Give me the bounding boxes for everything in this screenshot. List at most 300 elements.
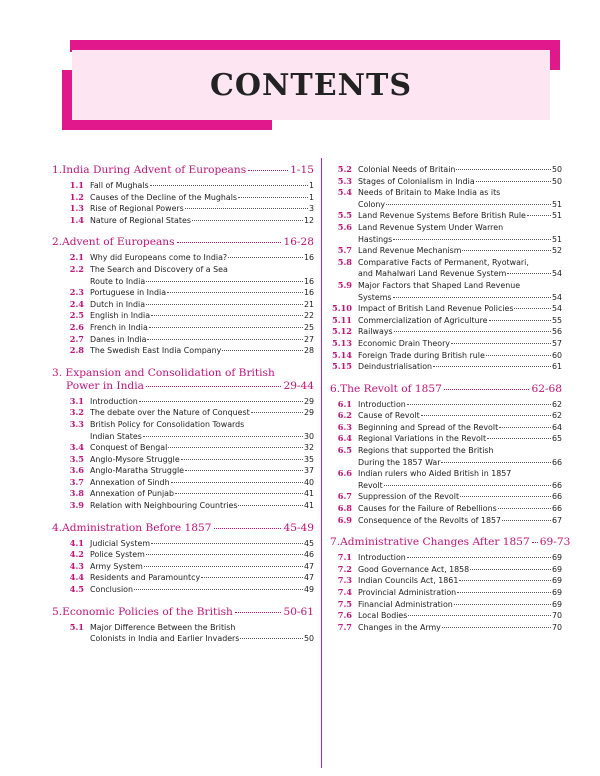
entry-page: 12 <box>303 215 314 225</box>
entry-page: 50 <box>551 176 562 186</box>
entry-page: 54 <box>551 269 562 279</box>
dot-leader <box>457 592 551 593</box>
entry-number: 7.2 <box>337 563 352 574</box>
entry-line <box>90 180 314 192</box>
entry-body <box>358 515 562 527</box>
entry-page: 22 <box>303 311 314 321</box>
dot-leader <box>386 204 551 205</box>
dot-leader <box>192 220 303 221</box>
entry-title: Introduction <box>358 399 406 409</box>
entry-number: 5.10 <box>332 303 352 314</box>
entry-line <box>90 407 314 419</box>
entry-number: 2.4 <box>69 298 84 309</box>
entry-number: 3.4 <box>69 442 84 453</box>
entry-body <box>90 572 314 584</box>
entry-line <box>90 322 314 334</box>
entry-number: 5.7 <box>337 245 352 256</box>
entry-page: 40 <box>303 477 314 487</box>
entry-body <box>358 410 562 422</box>
entry-line <box>90 442 314 454</box>
entry-page: 70 <box>551 622 562 632</box>
toc-entry <box>330 399 562 411</box>
dot-leader <box>498 508 551 509</box>
entry-line <box>358 433 562 445</box>
toc-entry <box>52 264 314 287</box>
toc-entry <box>330 210 562 222</box>
entry-body <box>90 396 314 408</box>
toc-entry <box>52 252 314 264</box>
entry-page: 55 <box>551 315 562 325</box>
dot-leader <box>421 415 551 416</box>
entry-title: Commercialization of Agriculture <box>358 315 488 325</box>
dot-leader <box>146 386 282 387</box>
dot-leader <box>146 304 303 305</box>
entry-line <box>358 422 562 434</box>
entry-number: 5.4 <box>337 187 352 198</box>
toc-entry <box>52 310 314 322</box>
entry-line <box>90 252 314 264</box>
dot-leader <box>451 343 551 344</box>
entry-body <box>90 538 314 550</box>
entry-page: 46 <box>303 550 314 560</box>
entry-page: 56 <box>551 327 562 337</box>
entry-page: 30 <box>303 431 314 441</box>
entry-body <box>90 622 314 645</box>
entry-line <box>358 199 562 211</box>
dot-leader <box>147 339 303 340</box>
entry-title: Needs of Britain to Make India as its <box>358 188 501 198</box>
chapter-title: Administrative Changes After 1857 <box>340 536 530 549</box>
toc-entry <box>330 410 562 422</box>
entry-page: 66 <box>551 504 562 514</box>
entry-title: Deindustrialisation <box>358 362 433 372</box>
entry-page: 27 <box>303 334 314 344</box>
entry-title: Regional Variations in the Revolt <box>358 434 487 444</box>
chapter-title: Expansion and Consolidation of British <box>65 366 275 379</box>
entry-line <box>358 292 562 304</box>
toc-entry <box>330 468 562 491</box>
toc-entry <box>330 303 562 315</box>
entry-body <box>358 338 562 350</box>
dot-leader <box>441 462 550 463</box>
entry-line <box>90 561 314 573</box>
entry-title: Nature of Regional States <box>90 215 191 225</box>
entry-line <box>358 187 562 199</box>
dot-leader <box>151 543 303 544</box>
entry-number: 5.15 <box>332 361 352 372</box>
entry-number: 6.2 <box>337 410 352 421</box>
entry-number: 1.4 <box>69 214 84 225</box>
entry-title: Hastings <box>358 234 393 244</box>
entry-line <box>90 192 314 204</box>
entry-title: Comparative Facts of Permanent, Ryotwari, <box>358 257 529 267</box>
entry-page: 66 <box>551 492 562 502</box>
entry-title: Anglo-Mysore Struggle <box>90 454 180 464</box>
entry-line <box>90 633 314 645</box>
toc-entry <box>52 465 314 477</box>
entry-title: Land Revenue Mechanism <box>358 246 462 256</box>
chapter-pages: 62-68 <box>531 382 562 395</box>
entry-title: Army System <box>90 561 143 571</box>
toc-entry <box>330 257 562 280</box>
entry-page: 69 <box>551 588 562 597</box>
entry-number: 5.2 <box>337 164 352 174</box>
entry-body <box>90 584 314 596</box>
entry-line <box>358 268 562 280</box>
entry-number: 5.5 <box>337 210 352 221</box>
entry-body <box>358 210 562 222</box>
entry-title: Colonial Needs of Britain <box>358 165 456 174</box>
entry-title: Indian States <box>90 431 142 441</box>
toc-entry <box>330 564 562 576</box>
entry-title: Colony <box>358 199 386 209</box>
entry-title: British Policy for Consolidation Towards <box>90 419 245 429</box>
entry-number: 5.3 <box>337 175 352 186</box>
entry-title: Cause of Revolt <box>358 411 420 421</box>
toc-entry <box>330 361 562 373</box>
dot-leader <box>384 485 551 486</box>
entry-line <box>358 234 562 246</box>
dot-leader <box>456 169 551 170</box>
entry-body <box>358 350 562 362</box>
entry-line <box>90 622 314 634</box>
toc-entry <box>330 433 562 445</box>
entry-number: 5.14 <box>332 349 352 360</box>
entry-line <box>358 361 562 373</box>
toc-entry <box>52 442 314 454</box>
entry-body <box>358 445 562 468</box>
dot-leader <box>177 242 282 243</box>
dot-leader <box>251 412 303 413</box>
entry-page: 32 <box>303 443 314 453</box>
entry-line <box>358 176 562 188</box>
entry-title: Dutch in India <box>90 299 146 309</box>
entry-number: 3.3 <box>69 418 84 429</box>
entry-title: Colonists in India and Earlier Invaders <box>90 634 240 644</box>
entry-line <box>90 287 314 299</box>
dot-leader <box>462 250 551 251</box>
entry-line <box>90 264 314 276</box>
entry-title: Residents and Paramountcy <box>90 573 201 583</box>
entry-body <box>90 442 314 454</box>
entry-body <box>358 399 562 411</box>
entry-body <box>90 500 314 512</box>
entry-body <box>90 192 314 204</box>
entry-line <box>90 396 314 408</box>
dot-leader <box>486 355 551 356</box>
entry-line <box>358 222 562 234</box>
entry-line <box>358 210 562 222</box>
entry-body <box>358 315 562 327</box>
entry-body <box>358 587 562 599</box>
entry-line <box>358 410 562 422</box>
toc-entry <box>52 215 314 227</box>
entry-body <box>90 477 314 489</box>
entry-body <box>90 264 314 287</box>
toc-entry <box>330 422 562 434</box>
toc-entry <box>330 164 562 176</box>
entry-number: 5.8 <box>337 256 352 267</box>
entry-line <box>358 515 562 527</box>
entry-number: 5.11 <box>332 314 352 325</box>
toc-entry <box>52 203 314 215</box>
chapter-heading <box>52 164 314 177</box>
toc-entry <box>52 407 314 419</box>
entry-page: 16 <box>303 288 314 298</box>
entry-title: The Search and Discovery of a Sea <box>90 264 228 274</box>
entry-number: 2.5 <box>69 310 84 321</box>
entry-page: 52 <box>551 246 562 256</box>
chapter-title-line <box>52 380 314 393</box>
entry-page: 41 <box>303 489 314 499</box>
entry-title: Relation with Neighbouring Countries <box>90 501 238 511</box>
entry-line <box>90 454 314 466</box>
entry-number: 3.9 <box>69 500 84 511</box>
toc-entry <box>52 345 314 357</box>
entry-line <box>358 564 562 576</box>
chapter-title: Economic Policies of the British <box>62 605 233 618</box>
toc-entry <box>330 326 562 338</box>
entry-page: 47 <box>303 573 314 583</box>
entry-body <box>358 361 562 373</box>
entry-number: 7.7 <box>337 621 352 632</box>
entry-line <box>358 457 562 469</box>
dot-leader <box>150 185 308 186</box>
toc-entry <box>330 491 562 503</box>
entry-body <box>358 176 562 188</box>
entry-line <box>358 503 562 515</box>
entry-number: 3.6 <box>69 465 84 476</box>
dot-leader <box>454 604 551 605</box>
toc-entry <box>52 477 314 489</box>
toc-entry <box>330 610 562 622</box>
entry-title: Judicial System <box>90 538 151 548</box>
entry-page: 65 <box>551 434 562 444</box>
dot-leader <box>168 447 303 448</box>
toc-entry <box>330 338 562 350</box>
toc-entry <box>52 561 314 573</box>
entry-number: 5.13 <box>332 337 352 348</box>
entry-page: 57 <box>551 338 562 348</box>
entry-title: Indian Councils Act, 1861 <box>358 576 459 586</box>
entry-number: 7.1 <box>337 552 352 563</box>
dot-leader <box>146 281 303 282</box>
dot-leader <box>393 297 551 298</box>
dot-leader <box>393 239 551 240</box>
entry-page: 62 <box>551 399 562 409</box>
entry-line <box>90 584 314 596</box>
entry-title: Fall of Mughals <box>90 181 149 190</box>
entry-number: 5.9 <box>337 279 352 290</box>
entry-title: The debate over the Nature of Conquest <box>90 408 250 418</box>
entry-line <box>90 276 314 288</box>
column-divider <box>321 158 322 768</box>
toc-entry <box>330 350 562 362</box>
chapter-title: Advent of Europeans <box>62 236 175 249</box>
chapter-heading <box>330 383 562 396</box>
entry-page: 16 <box>303 276 314 286</box>
dot-leader <box>201 577 303 578</box>
dot-leader <box>499 427 551 428</box>
entry-title: Introduction <box>358 553 406 563</box>
entry-page: 50 <box>551 165 562 174</box>
entry-page: 60 <box>551 350 562 360</box>
entry-line <box>358 610 562 622</box>
entry-line <box>358 315 562 327</box>
entry-body <box>90 561 314 573</box>
entry-title: Regions that supported the British <box>358 446 494 456</box>
dot-leader <box>407 404 551 405</box>
entry-title: Danes in India <box>90 334 147 344</box>
entry-page: 51 <box>551 234 562 244</box>
entry-body <box>90 419 314 442</box>
entry-body <box>358 422 562 434</box>
toc-entry <box>330 552 562 564</box>
entry-line <box>358 491 562 503</box>
entry-line <box>358 164 562 176</box>
toc-entry <box>52 334 314 346</box>
entry-body <box>90 299 314 311</box>
entry-title: During the 1857 War <box>358 457 441 467</box>
entry-number: 6.7 <box>337 491 352 502</box>
entry-line <box>90 334 314 346</box>
entry-page: 66 <box>551 457 562 467</box>
chapter-heading <box>52 606 314 619</box>
entry-line <box>90 538 314 550</box>
entry-body <box>90 287 314 299</box>
entry-number: 3.8 <box>69 488 84 499</box>
entry-body <box>358 187 562 210</box>
chapter-heading <box>330 536 571 549</box>
entry-page: 51 <box>551 199 562 209</box>
continued-entries <box>330 164 562 373</box>
toc-entry <box>52 419 314 442</box>
chapter-number: 7. <box>330 536 341 549</box>
chapter-pages: 1-15 <box>290 164 314 176</box>
entry-page: 64 <box>551 422 562 432</box>
toc-entry <box>330 587 562 599</box>
entry-line <box>358 338 562 350</box>
dot-leader <box>408 615 551 616</box>
entry-line <box>358 257 562 269</box>
entry-title: Rise of Regional Powers <box>90 204 184 214</box>
toc-entry <box>52 500 314 512</box>
dot-leader <box>459 580 551 581</box>
entry-number: 3.7 <box>69 476 84 487</box>
toc-entry <box>330 315 562 327</box>
entry-page: 45 <box>303 538 314 548</box>
entry-page: 61 <box>551 362 562 372</box>
entry-number: 6.9 <box>337 514 352 525</box>
entry-line <box>90 299 314 311</box>
entry-page: 16 <box>303 253 314 263</box>
dot-leader <box>144 566 303 567</box>
entry-page: 37 <box>303 466 314 476</box>
entry-title: Impact of British Land Revenue Policies <box>358 304 514 314</box>
dot-leader <box>146 554 303 555</box>
chapter-heading <box>52 236 314 249</box>
dot-leader <box>532 542 538 543</box>
entry-body <box>90 465 314 477</box>
entry-body <box>90 454 314 466</box>
dot-leader <box>502 520 551 521</box>
entry-line <box>90 310 314 322</box>
entry-line <box>358 245 562 257</box>
entry-number: 4.2 <box>69 549 84 560</box>
chapter-title-line <box>52 367 314 380</box>
entry-title: Good Governance Act, 1858 <box>358 564 470 574</box>
entry-number: 4.1 <box>69 537 84 548</box>
toc-left-column <box>52 158 314 645</box>
dot-leader <box>222 350 303 351</box>
entry-title: Local Bodies <box>358 611 408 621</box>
dot-leader <box>238 505 302 506</box>
entry-line <box>358 587 562 599</box>
entry-page: 49 <box>303 585 314 595</box>
entry-number: 3.5 <box>69 453 84 464</box>
entry-title: Consequence of the Revolts of 1857 <box>358 515 502 525</box>
dot-leader <box>487 438 551 439</box>
entry-title: French in India <box>90 322 148 332</box>
toc-entry <box>52 622 314 645</box>
chapter-title-cont: Power in India <box>66 379 144 392</box>
dot-leader <box>139 401 303 402</box>
entry-body <box>358 622 562 634</box>
entry-line <box>90 345 314 357</box>
entry-line <box>90 488 314 500</box>
entry-number: 6.8 <box>337 503 352 514</box>
entry-body <box>90 322 314 334</box>
entry-page: 54 <box>551 292 562 302</box>
toc-entry <box>52 287 314 299</box>
entry-number: 4.3 <box>69 560 84 571</box>
entry-title: Revolt <box>358 480 383 490</box>
entry-body <box>358 468 562 491</box>
dot-leader <box>489 320 551 321</box>
entry-page: 25 <box>303 322 314 332</box>
entry-body <box>358 257 562 280</box>
chapter-number: 1. <box>52 164 63 176</box>
entry-line <box>90 572 314 584</box>
chapter-pages: 45-49 <box>283 521 314 534</box>
entry-title: Indian rulers who Aided British in 1857 <box>358 469 512 479</box>
dot-leader <box>527 215 551 216</box>
entry-body <box>358 326 562 338</box>
entry-title: Portuguese in India <box>90 288 167 298</box>
entry-line <box>358 280 562 292</box>
entry-line <box>358 326 562 338</box>
entry-page: 62 <box>551 411 562 421</box>
toc-entry <box>330 245 562 257</box>
toc-entry <box>330 222 562 245</box>
entry-title: Annexation of Punjab <box>90 489 175 499</box>
chapter-title: The Revolt of 1857 <box>340 382 442 395</box>
dot-leader <box>514 308 550 309</box>
entry-page: 50 <box>303 634 314 644</box>
entry-title: Railways <box>358 327 393 337</box>
entry-body <box>90 345 314 357</box>
chapter-number: 6. <box>330 382 341 395</box>
entry-number: 6.4 <box>337 433 352 444</box>
dot-leader <box>134 589 303 590</box>
entry-line <box>90 203 314 215</box>
entry-line <box>358 303 562 315</box>
entry-number: 2.8 <box>69 345 84 356</box>
chapter-number: 2. <box>52 236 63 249</box>
entry-line <box>358 552 562 564</box>
chapter-number: 4. <box>52 521 63 534</box>
toc-right-column <box>330 158 571 633</box>
